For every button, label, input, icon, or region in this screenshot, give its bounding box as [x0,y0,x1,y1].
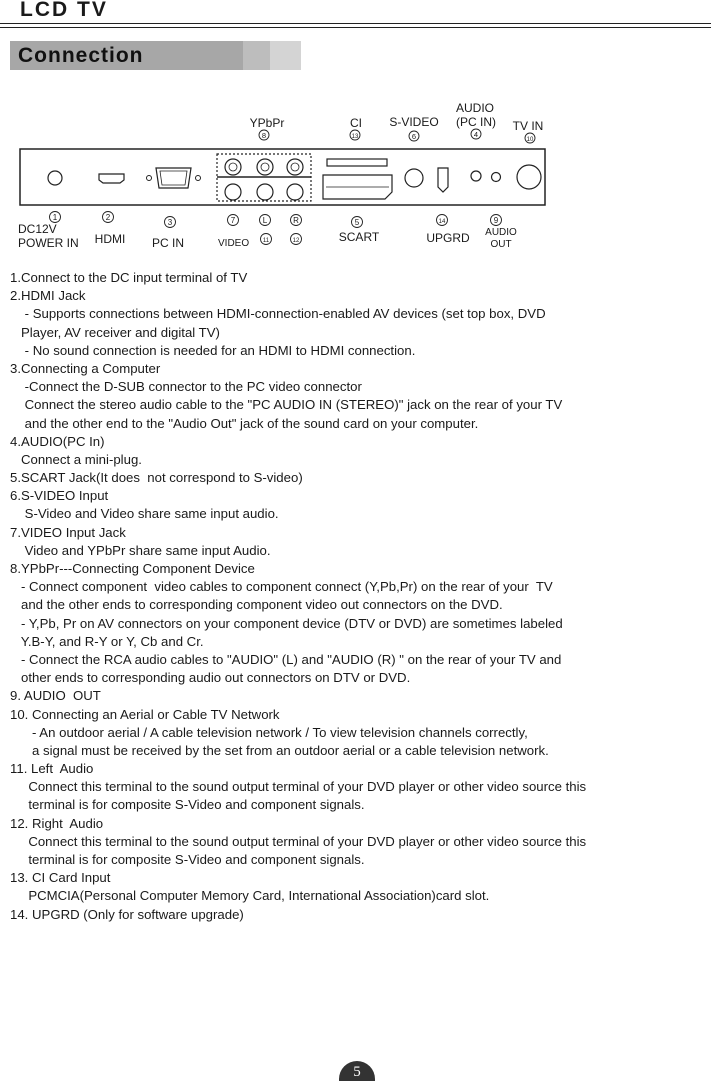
num-12: 12 [292,238,300,244]
num-13: 13 [351,134,359,140]
header-title: LCD TV [20,0,108,21]
instruction-line: Y.B-Y, and R-Y or Y, Cb and Cr. [10,633,204,649]
instruction-line: a signal must be received by the set from an outdoor aerial or a cable television network. [10,742,549,758]
num-2: 2 [105,213,111,222]
label-ci: CI [350,116,362,130]
instruction-line: 5.SCART Jack(It does not correspond to S-video) [10,470,303,486]
instruction-line: - Y,Pb, Pr on AV connectors on your component device (DTV or DVD) are sometimes labeled [10,615,563,631]
page-number: 5 [339,1061,375,1081]
label-audio-out-line2: OUT [490,239,512,250]
instruction-line: Video and YPbPr share same input Audio. [10,542,271,558]
label-power-in: POWER IN [18,236,79,250]
instruction-line: 12. Right Audio [10,815,104,831]
num-1: 1 [52,213,58,222]
label-l: L [262,216,268,225]
num-6: 6 [411,132,417,141]
num-10: 10 [526,137,534,143]
label-tv-in: TV IN [512,119,544,133]
instruction-line: 6.S-VIDEO Input [10,488,109,504]
instruction-line: 8.YPbPr---Connecting Component Device [10,561,255,576]
num-11: 11 [262,238,270,244]
header-rule-bottom [0,27,711,28]
num-14: 14 [438,219,446,225]
rear-panel-diagram [0,95,711,260]
instruction-line: PCMCIA(Personal Computer Memory Card, International Association)card slot. [10,888,490,904]
label-hdmi: HDMI [94,232,126,246]
instruction-line: - No sound connection is needed for an HDMI to HDMI connection. [10,342,416,358]
instruction-line: 10. Connecting an Aerial or Cable TV Network [10,706,280,722]
label-dc12v: DC12V [18,222,57,236]
connection-instructions [10,269,710,924]
instruction-line: - Supports connections between HDMI-connection-enabled AV devices (set top box, DVD [10,306,546,322]
instruction-line: 13. CI Card Input [10,870,111,886]
num-4: 4 [473,130,479,139]
instruction-line: other ends to corresponding audio out connectors on DTV or DVD. [10,670,411,686]
label-upgrd: UPGRD [426,231,470,245]
instruction-line: and the other end to the "Audio Out" jack of the sound card on your computer. [10,415,479,431]
num-7: 7 [230,216,236,225]
label-video: VIDEO [218,238,250,249]
num-5: 5 [354,218,360,227]
label-pc-in: PC IN [151,236,185,250]
num-3: 3 [167,218,173,227]
instruction-line: 3.Connecting a Computer [10,360,161,376]
label-audio-out-line1: AUDIO [485,227,517,238]
instruction-line: -Connect the D-SUB connector to the PC video connector [10,379,362,395]
instruction-line: Connect this terminal to the sound output terminal of your DVD player or other video source this [10,833,587,849]
instruction-line: 1.Connect to the DC input terminal of TV [10,270,248,285]
instruction-line: - Connect the RCA audio cables to "AUDIO" (L) and "AUDIO (R) " on the rear of your TV and [10,651,562,667]
num-9: 9 [493,216,499,225]
num-8: 8 [261,131,267,140]
section-banner [10,41,301,70]
instruction-line: Player, AV receiver and digital TV) [10,324,220,340]
instruction-line: terminal is for composite S-Video and component signals. [10,852,365,867]
instruction-line: - Connect component video cables to component connect (Y,Pb,Pr) on the rear of your TV [10,579,553,595]
instruction-line: - An outdoor aerial / A cable television network / To view television channels correctly, [10,724,528,740]
instruction-line: 2.HDMI Jack [10,288,86,304]
instruction-line: S-Video and Video share same input audio. [10,506,279,522]
instruction-line: and the other ends to corresponding component video out connectors on the DVD. [10,597,503,613]
instruction-line: 14. UPGRD (Only for software upgrade) [10,906,244,922]
label-r: R [293,216,299,225]
instruction-line: Connect this terminal to the sound output terminal of your DVD player or other video source this [10,779,587,795]
instruction-line: 4.AUDIO(PC In) [10,433,105,449]
instruction-line: 11. Left Audio [10,761,94,777]
instruction-line: 7.VIDEO Input Jack [10,524,126,540]
banner-block-light [270,41,301,70]
label-svideo: S-VIDEO [389,115,439,129]
instruction-line: terminal is for composite S-Video and component signals. [10,797,365,813]
header-rule-top [0,23,711,24]
label-pc-in-paren: (PC IN) [456,115,496,129]
section-title: Connection [18,44,144,67]
instruction-line: 9. AUDIO OUT [10,688,101,704]
label-ypbpr: YPbPr [249,116,285,130]
banner-block-mid [243,41,270,70]
label-audio: AUDIO [455,101,495,115]
instruction-line: Connect a mini-plug. [10,451,142,467]
instruction-line: Connect the stereo audio cable to the "PC AUDIO IN (STEREO)" jack on the rear of your TV [10,397,563,413]
label-scart: SCART [338,230,380,244]
